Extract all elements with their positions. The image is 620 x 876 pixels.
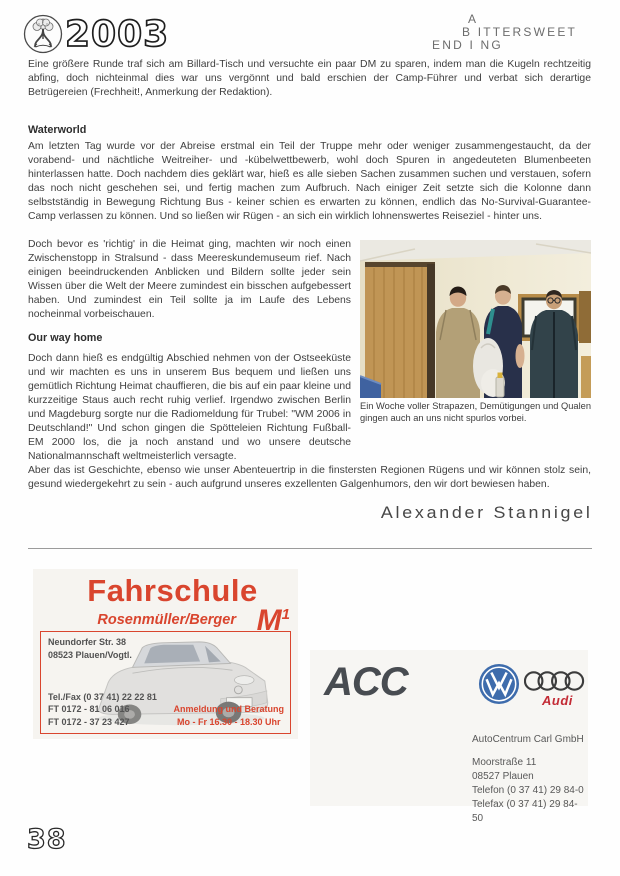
fahrschule-phone-3: FT 0172 - 37 23 427 — [48, 716, 130, 727]
photo-caption: Ein Woche voller Strapazen, Demütigungen und Qualen gingen auch an uns nicht spurlos vorbei. — [360, 401, 591, 423]
heading-waterworld: Waterworld — [28, 124, 87, 136]
page-title-line-3: END I NG — [432, 38, 503, 52]
wrap-section — [28, 238, 591, 492]
fahrschule-phone-2: FT 0172 - 81 06 016 — [48, 704, 130, 714]
badge-sup: 1 — [281, 606, 290, 623]
fahrschule-phones — [48, 691, 157, 729]
vw-logo-icon — [478, 663, 520, 705]
fahrschule-address — [48, 636, 132, 661]
fahrschule-hours-note — [174, 703, 285, 728]
tree-circle-logo-icon — [23, 14, 63, 54]
acc-city: 08527 Plauen — [472, 771, 534, 782]
acc-ad-card — [310, 650, 588, 824]
audi-wordmark: Audi — [542, 693, 573, 708]
page-title-line-1: A — [468, 12, 479, 26]
page-number-text: 38 — [27, 824, 67, 855]
fahrschule-subtitle: Rosenmüller/Berger — [97, 612, 236, 628]
group-photo-figure — [360, 240, 591, 424]
paragraph-geschichte: Aber das ist Geschichte, ebenso wie unser Abenteuertrip in die finstersten Regionen Rügens und wir können stolz sein, gesund wiedergekehrt zu sein - auch aufgrund unseres exzellenten Galgenhumors, den wir dort bewiesen haben. — [28, 465, 591, 490]
fahrschule-inner-box — [40, 631, 291, 734]
fahrschule-note-2: Mo - Fr 16.30 - 18.30 Uhr — [176, 716, 281, 727]
paragraph-stralsund: Doch bevor es 'richtig' in die Heimat ging, machten wir noch einen Zwischenstopp in Stralsund - dass Meereskundemuseum rief. Nach einigen beeindruckenden Anblicken und Bildern sollte jeder sein Wissen über die Welt der Meere zumindest ein bisschen aufgebessert haben. Und zumindest ein Teil sollte ja im Laufe des Lebens nocheinmal vorbeischauen. — [28, 239, 351, 320]
fahrschule-title: Fahrschule — [87, 573, 258, 608]
year-heading — [63, 11, 193, 60]
page-number — [25, 821, 95, 860]
audi-rings-icon — [524, 669, 586, 693]
heading-our-way-home: Our way home — [28, 332, 103, 344]
year-text: 2003 — [65, 14, 170, 55]
fahrschule-note-1: Anmeldung und Beratung — [173, 704, 284, 714]
section-divider — [28, 548, 592, 549]
acc-street: Moorstraße 11 — [472, 757, 537, 768]
acc-telefon: Telefon (0 37 41) 29 84-0 — [472, 785, 584, 796]
badge-letter: M — [256, 604, 282, 637]
paragraph-way-home: Doch dann hieß es endgültig Abschied nehmen von der Ostseeküste und wir machten es uns in unserem Bus bequem und ließen uns gemütlich Richtung Heimat chauffieren, die bis auf ein paar kleine und kurzzeitige Staus auch recht ruhig verlief. Irgendwo zwischen Berlin und Magdeburg sorgte nur die Radiomeldung für Trubel: "WM 2006 in Deutschland!" Und schon gingen die Spötteleien Richtung Fußball-EM 2000 los, die ja noch anstand und wo unsere deutsche Nationalmannschaft weltmeisterlich versagte. — [28, 353, 351, 462]
fahrschule-phone-1: Tel./Fax (0 37 41) 22 22 81 — [48, 691, 157, 702]
acc-address-block — [472, 756, 588, 826]
fahrschule-street: Neundorfer Str. 38 — [48, 637, 127, 647]
paragraph-billard: Eine größere Runde traf sich am Billard-Tisch und versuchte ein paar DM zu sparen, indem man die Kugeln rechtzeitig abfing, doch nichteinmal dies war uns vergönnt und bald erschien der Camp-Führer und verbat sich derartige Betrügereien (Frechheit!, Anmerkung der Redaktion). — [28, 59, 591, 98]
group-photo — [360, 240, 591, 398]
acc-logo-text: ACC — [324, 660, 408, 704]
acc-telefax: Telefax (0 37 41) 29 84-50 — [472, 799, 578, 824]
acc-company-name: AutoCentrum Carl GmbH — [472, 734, 584, 745]
fahrschule-city: 08523 Plauen/Vogtl. — [48, 649, 132, 660]
page-title-line-2: B ITTERSWEET — [462, 25, 578, 39]
paragraph-last-day: Am letzten Tag wurde vor der Abreise erstmal ein Teil der Truppe mehr oder weniger zusammengestaucht, da der vorabend- und nächtliche Weitreiher- und -kübelwettbewerb, wohl doch Spuren in angedeuteten Blumenbeeten hinterlassen hatte. Doch nachdem dies geklärt war, hieß es alle sieben Sachen zusammen suchen und verstauen, sofern das noch nicht geschehen sei, und fertig machen zum Aufbruch. Nach einiger Zeit setzte sich die Kolonne dann selbstständig in Bewegung Richtung Bus - keiner schien es erwarten zu können, endlich das No-Survival-Guarantee-Camp verlassen zu können. Und so ließen wir Rügen - an sich ein wirklich lohnenswertes Reiseziel - hinter uns. — [28, 141, 591, 222]
fahrschule-ad-card — [33, 569, 298, 739]
author-signature: Alexander Stannigel — [381, 503, 593, 522]
